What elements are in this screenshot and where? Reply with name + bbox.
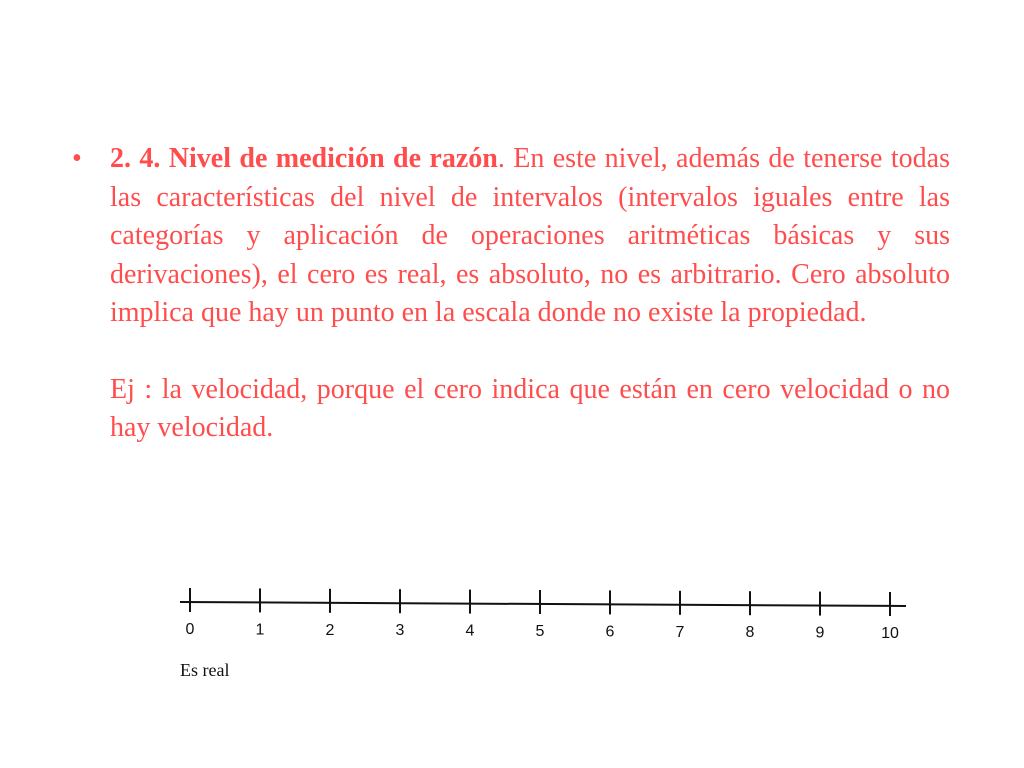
section-heading: 2. 4. Nivel de medición de razón — [110, 143, 498, 174]
number-line-tick-label: 4 — [465, 622, 475, 640]
number-line-axis — [180, 602, 906, 606]
number-line-tick-label: 2 — [325, 621, 335, 639]
figure-caption: Es real — [180, 660, 230, 680]
ratio-scale-figure — [170, 578, 920, 688]
bullet-block — [72, 140, 950, 448]
number-line-tick-label: 1 — [255, 621, 265, 639]
number-line-tick-label: 9 — [815, 624, 825, 642]
number-line-tick-label: 7 — [675, 623, 685, 641]
number-line-tick-label: 5 — [535, 623, 545, 640]
example-paragraph: Ej : la velocidad, porque el cero indica que están en cero velocidad o no hay velocidad. — [110, 373, 950, 443]
number-line-tick-label: 6 — [605, 623, 615, 641]
bullet-marker: • — [72, 143, 82, 174]
bullet-row — [72, 140, 950, 333]
heading-suffix: . — [497, 143, 505, 174]
bullet-paragraph — [110, 140, 950, 333]
bullet-body: En este nivel, además de tenerse todas las características del nivel de intervalos (intervalos iguales entre las categorías y aplicación de operaciones aritméticas básicas y sus derivaciones), el cero es real, es absoluto, no es arbitrario. Cero absoluto implica que hay un punto en la escala donde no existe la propiedad. — [110, 143, 950, 328]
number-line-tick-label: 0 — [185, 621, 195, 638]
number-line-tick-label: 10 — [881, 625, 899, 642]
number-line — [170, 578, 920, 658]
number-line-tick-label: 3 — [395, 622, 405, 640]
number-line-tick-label: 8 — [745, 624, 755, 642]
